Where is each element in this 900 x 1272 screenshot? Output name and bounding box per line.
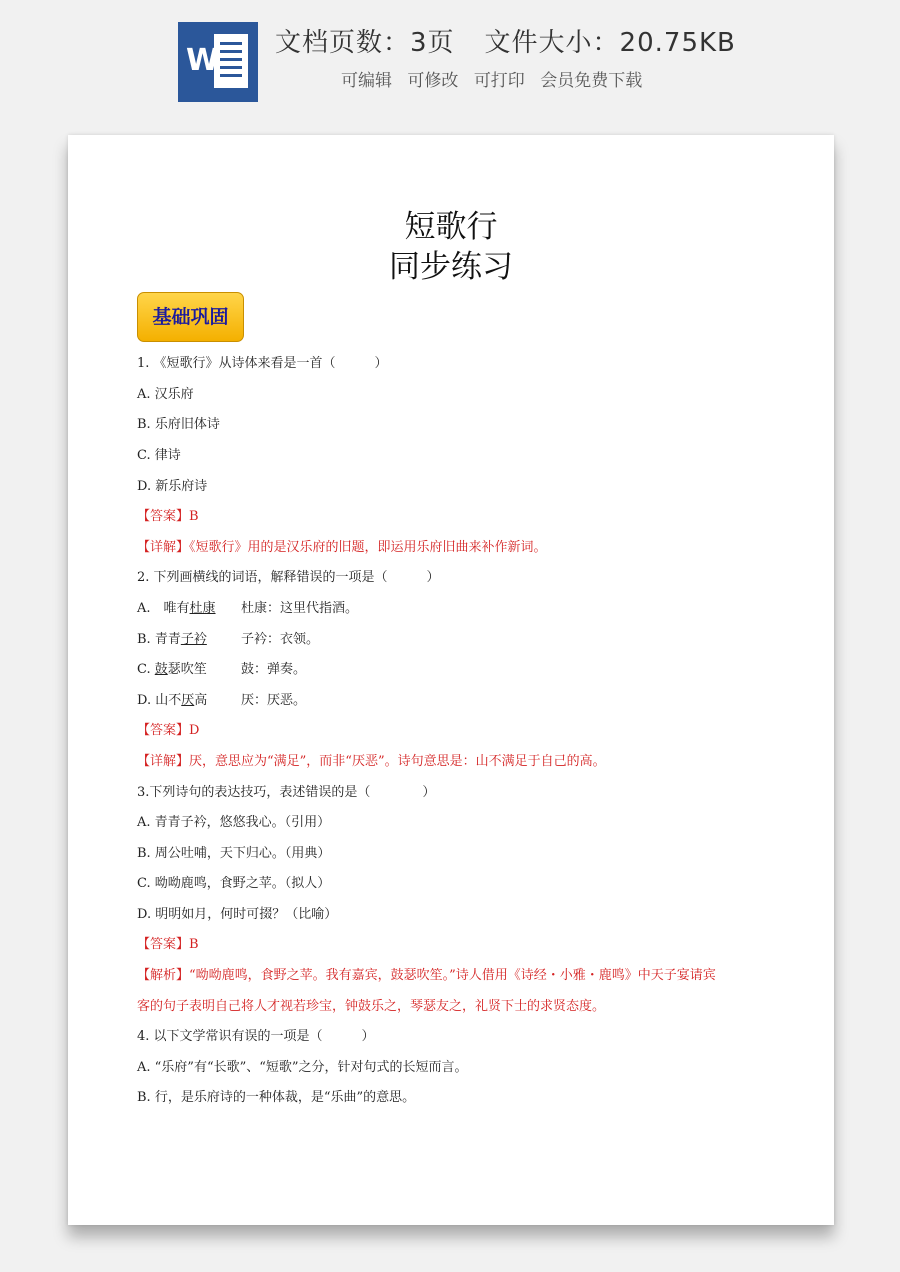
q2-b-underlined: 子衿 (180, 632, 207, 647)
feature-member-download: 会员免费下载 (540, 71, 643, 91)
q2-c-underlined: 鼓 (154, 662, 168, 677)
q2-c-text: C. (137, 662, 155, 677)
file-info (275, 22, 736, 59)
q2-detail: 【详解】厌，意思应为“满足”，而非“厌恶”。诗句意思是：山不满足于自己的高。 (137, 754, 606, 769)
q2-d-text: D. 山不 (137, 693, 182, 708)
q2-b-explanation: 子衿：衣领。 (241, 632, 320, 647)
page-count: 文档页数：3页 (275, 28, 455, 58)
download-header (0, 0, 900, 120)
q1-stem: 1. 《短歌行》从诗体来看是一首（ ） (137, 356, 388, 371)
q1-option-d: D. 新乐府诗 (137, 479, 208, 494)
q1-answer: 【答案】B (137, 509, 199, 524)
q1-option-a: A. 汉乐府 (137, 387, 194, 402)
q3-answer: 【答案】B (137, 937, 199, 952)
file-size: 文件大小：20.75KB (484, 28, 736, 58)
q3-option-a: A. 青青子衿，悠悠我心。（引用） (137, 815, 331, 830)
q2-option-a (137, 600, 437, 618)
q2-a-underlined: 杜康 (189, 601, 216, 616)
q2-option-b (137, 631, 437, 649)
q2-option-c (137, 661, 437, 679)
feature-modifiable: 可修改 (407, 71, 459, 91)
q2-option-d (137, 692, 437, 710)
q1-detail: 【详解】《短歌行》用的是汉乐府的旧题，即运用乐府旧曲来补作新词。 (137, 540, 547, 555)
feature-printable: 可打印 (473, 71, 525, 91)
q3-analysis-line1: 【解析】“呦呦鹿鸣，食野之苹。我有嘉宾，鼓瑟吹笙。”诗人借用《诗经・小雅・鹿鸣》中天子宴请宾 (137, 968, 716, 983)
feature-editable: 可编辑 (341, 71, 392, 91)
q3-option-c: C. 呦呦鹿鸣，食野之苹。（拟人） (137, 876, 331, 891)
q3-stem: 3.下列诗句的表达技巧，表述错误的是（ ） (137, 785, 436, 800)
q2-stem: 2. 下列画横线的词语，解释错误的一项是（ ） (137, 570, 440, 585)
q4-option-a: A. “乐府”有“长歌”、“短歌”之分，针对句式的长短而言。 (137, 1060, 468, 1075)
q2-d-explanation: 厌：厌恶。 (241, 693, 307, 708)
q3-option-b: B. 周公吐哺，天下归心。（用典） (137, 846, 331, 861)
q4-option-b: B. 行，是乐府诗的一种体裁，是“乐曲”的意思。 (137, 1090, 416, 1105)
document-page (68, 135, 834, 1225)
q1-option-c: C. 律诗 (137, 448, 181, 463)
doc-subtitle: 同步练习 (389, 249, 513, 285)
q3-option-d: D. 明明如月，何时可掇？（比喻） (137, 907, 338, 922)
q2-a-text: A. 唯有 (137, 601, 190, 616)
q2-answer: 【答案】D (137, 723, 200, 738)
q2-c-text-rest: 瑟吹笙 (167, 662, 207, 677)
q2-d-text-rest: 高 (194, 693, 208, 708)
logo-letter: W (186, 43, 220, 78)
q2-c-explanation: 鼓：弹奏。 (241, 662, 307, 677)
q2-b-text: B. 青青 (137, 632, 181, 647)
feature-list (341, 66, 642, 91)
q3-analysis-line2: 客的句子表明自己将人才视若珍宝，钟鼓乐之，琴瑟友之，礼贤下士的求贤态度。 (137, 999, 606, 1014)
doc-title: 短歌行 (404, 209, 498, 245)
q2-d-underlined: 厌 (181, 693, 195, 708)
section-badge: 基础巩固 (137, 292, 244, 342)
q1-option-b: B. 乐府旧体诗 (137, 417, 220, 432)
q4-stem: 4. 以下文学常识有误的一项是（ ） (137, 1029, 375, 1044)
word-doc-icon (178, 22, 258, 102)
q2-a-explanation: 杜康：这里代指酒。 (241, 601, 359, 616)
